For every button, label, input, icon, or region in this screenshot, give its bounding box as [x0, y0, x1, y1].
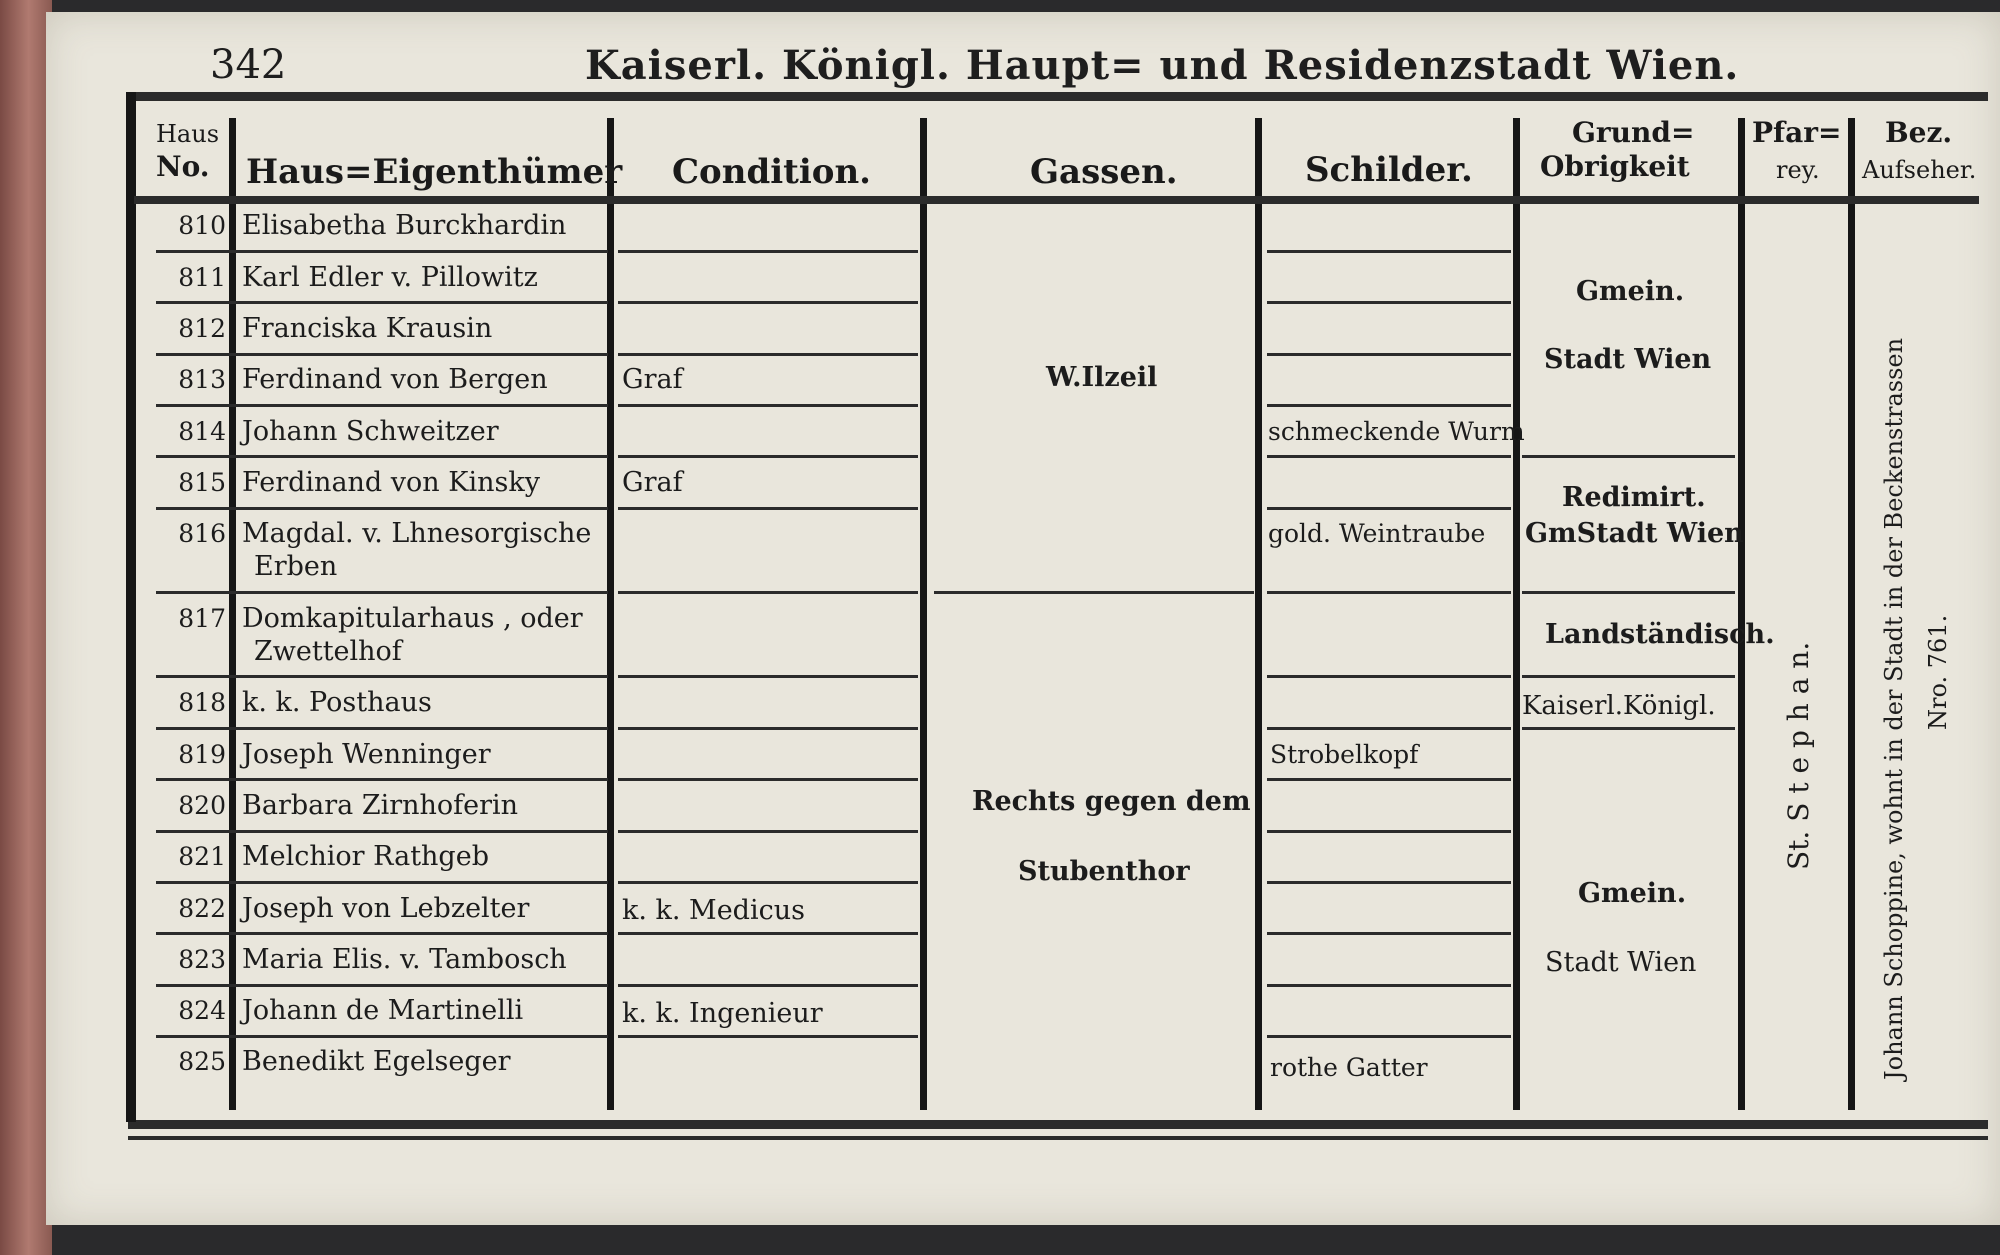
owner-name: Benedikt Egelseger [242, 1046, 511, 1077]
running-title: Kaiserl. Königl. Haupt= und Residenzstadt Wien. [585, 42, 1740, 89]
col-rule-street [1255, 118, 1262, 1110]
header-house-no-2: No. [156, 150, 210, 183]
col-rule-signs [1513, 118, 1520, 1110]
authority-kaiserl-koenigl: Kaiserl.Königl. [1522, 691, 1716, 721]
row-rule [1267, 1035, 1511, 1038]
header-parish-2: rey. [1776, 156, 1820, 184]
row-rule [156, 778, 608, 781]
street-wollzeil: W.Ilzeil [1046, 362, 1158, 393]
owner-name: Ferdinand von Bergen [242, 364, 548, 395]
authority-rule [1522, 591, 1735, 594]
row-rule [618, 1035, 918, 1038]
authority-landstaendisch: Landständisch. [1545, 619, 1775, 650]
header-condition: Condition. [672, 152, 872, 192]
condition-value: k. k. Ingenieur [622, 998, 823, 1029]
owner-name: Johann de Martinelli [242, 995, 524, 1026]
header-owner: Haus=Eigenthümer [246, 152, 623, 192]
col-rule-condition [920, 118, 927, 1110]
row-rule [618, 778, 918, 781]
authority-rule [1522, 455, 1735, 458]
row-rule [1267, 881, 1511, 884]
col-rule-number [229, 118, 236, 1110]
header-street: Gassen. [1030, 152, 1178, 192]
owner-name: Domkapitularhaus , oder [242, 603, 583, 634]
condition-value: Graf [622, 467, 683, 498]
row-rule [156, 830, 608, 833]
row-rule [1267, 591, 1511, 594]
row-rule [1267, 404, 1511, 407]
authority-redimirt: Redimirt. [1562, 482, 1706, 513]
supervisor-line-2: Nro. 761. [1924, 614, 1952, 730]
house-number: 825 [178, 1047, 226, 1076]
owner-name: Johann Schweitzer [242, 416, 499, 447]
row-rule [156, 301, 608, 304]
house-number: 820 [178, 791, 226, 820]
sign-value: gold. Weintraube [1268, 519, 1486, 548]
row-rule [1267, 830, 1511, 833]
house-number: 815 [178, 468, 226, 497]
header-house-no-1: Haus [156, 120, 220, 148]
owner-name: Maria Elis. v. Tambosch [242, 944, 567, 975]
row-rule [156, 404, 608, 407]
header-authority-2: Obrigkeit [1540, 150, 1690, 183]
street-rule [934, 591, 1254, 594]
authority-gmein-2: Gmein. [1578, 878, 1687, 909]
row-rule [618, 455, 918, 458]
house-number: 822 [178, 894, 226, 923]
house-number: 813 [178, 365, 226, 394]
row-rule [1267, 353, 1511, 356]
sign-value: schmeckende Wurm [1268, 417, 1525, 446]
owner-name: Magdal. v. Lhnesorgische [242, 518, 592, 549]
frame-bottom-rule [128, 1120, 1988, 1129]
owner-name: Elisabetha Burckhardin [242, 210, 567, 241]
authority-rule [1522, 675, 1735, 678]
row-rule [156, 507, 608, 510]
house-number: 823 [178, 945, 226, 974]
owner-name: k. k. Posthaus [242, 687, 432, 718]
owner-name: Joseph Wenninger [242, 739, 491, 770]
authority-gm-stadt-wien: GmStadt Wien [1525, 518, 1744, 549]
row-rule [156, 984, 608, 987]
row-rule [156, 932, 608, 935]
row-rule [618, 932, 918, 935]
row-rule [156, 1035, 608, 1038]
row-rule [156, 727, 608, 730]
row-rule [1267, 675, 1511, 678]
parish-name: St. S t e p h a n. [1782, 641, 1815, 870]
house-number: 824 [178, 996, 226, 1025]
row-rule [1267, 250, 1511, 253]
house-number: 811 [178, 263, 226, 292]
frame-top-rule [128, 92, 1988, 101]
row-rule [618, 830, 918, 833]
row-rule [1267, 455, 1511, 458]
row-rule [156, 353, 608, 356]
row-rule [618, 591, 918, 594]
owner-name: Joseph von Lebzelter [242, 893, 530, 924]
row-rule [1267, 932, 1511, 935]
row-rule [1267, 778, 1511, 781]
authority-stadt-wien-1: Stadt Wien [1544, 344, 1712, 375]
row-rule [156, 455, 608, 458]
condition-value: Graf [622, 364, 683, 395]
row-rule [618, 353, 918, 356]
house-number: 814 [178, 417, 226, 446]
header-authority-1: Grund= [1572, 116, 1695, 149]
row-rule [618, 250, 918, 253]
row-rule [1267, 727, 1511, 730]
house-number: 810 [178, 211, 226, 240]
row-rule [618, 675, 918, 678]
authority-rule [1522, 727, 1735, 730]
sign-value: rothe Gatter [1270, 1053, 1428, 1082]
page-number: 342 [210, 42, 287, 88]
house-number: 821 [178, 842, 226, 871]
house-number: 817 [178, 604, 226, 633]
row-rule [618, 301, 918, 304]
row-rule [618, 984, 918, 987]
row-rule [156, 250, 608, 253]
header-parish-1: Pfar= [1752, 116, 1842, 149]
authority-gmein-1: Gmein. [1576, 276, 1685, 307]
row-rule [1267, 507, 1511, 510]
owner-name: Ferdinand von Kinsky [242, 467, 540, 498]
house-number: 812 [178, 314, 226, 343]
col-rule-parish [1848, 118, 1855, 1110]
street-stubenthor-2: Stubenthor [1018, 856, 1190, 887]
row-rule [1267, 301, 1511, 304]
header-underline [134, 196, 1979, 204]
house-number: 819 [178, 740, 226, 769]
house-number: 818 [178, 688, 226, 717]
owner-name-continued: Zwettelhof [254, 636, 402, 667]
sign-value: Strobelkopf [1270, 740, 1419, 769]
row-rule [618, 404, 918, 407]
row-rule [618, 507, 918, 510]
house-number: 816 [178, 519, 226, 548]
owner-name: Melchior Rathgeb [242, 841, 489, 872]
row-rule [156, 591, 608, 594]
col-rule-authority [1738, 118, 1745, 1110]
row-rule [156, 675, 608, 678]
row-rule [156, 881, 608, 884]
header-supervisor-1: Bez. [1885, 116, 1953, 149]
header-supervisor-2: Aufseher. [1862, 156, 1977, 184]
book-spine [0, 0, 52, 1255]
owner-name: Karl Edler v. Pillowitz [242, 262, 538, 293]
header-signs: Schilder. [1305, 150, 1473, 190]
row-rule [1267, 984, 1511, 987]
condition-value: k. k. Medicus [622, 895, 805, 926]
row-rule [618, 881, 918, 884]
owner-name: Franciska Krausin [242, 313, 493, 344]
street-stubenthor-1: Rechts gegen dem [972, 786, 1251, 817]
frame-bottom-rule-2 [128, 1136, 1988, 1140]
owner-name-continued: Erben [254, 551, 338, 582]
owner-name: Barbara Zirnhoferin [242, 790, 519, 821]
col-rule-owner [607, 118, 614, 1110]
authority-stadt-wien-2: Stadt Wien [1545, 947, 1697, 978]
row-rule [618, 727, 918, 730]
supervisor-line-1: Johann Schoppine, wohnt in der Stadt in der Beckenstrassen [1880, 337, 1908, 1080]
